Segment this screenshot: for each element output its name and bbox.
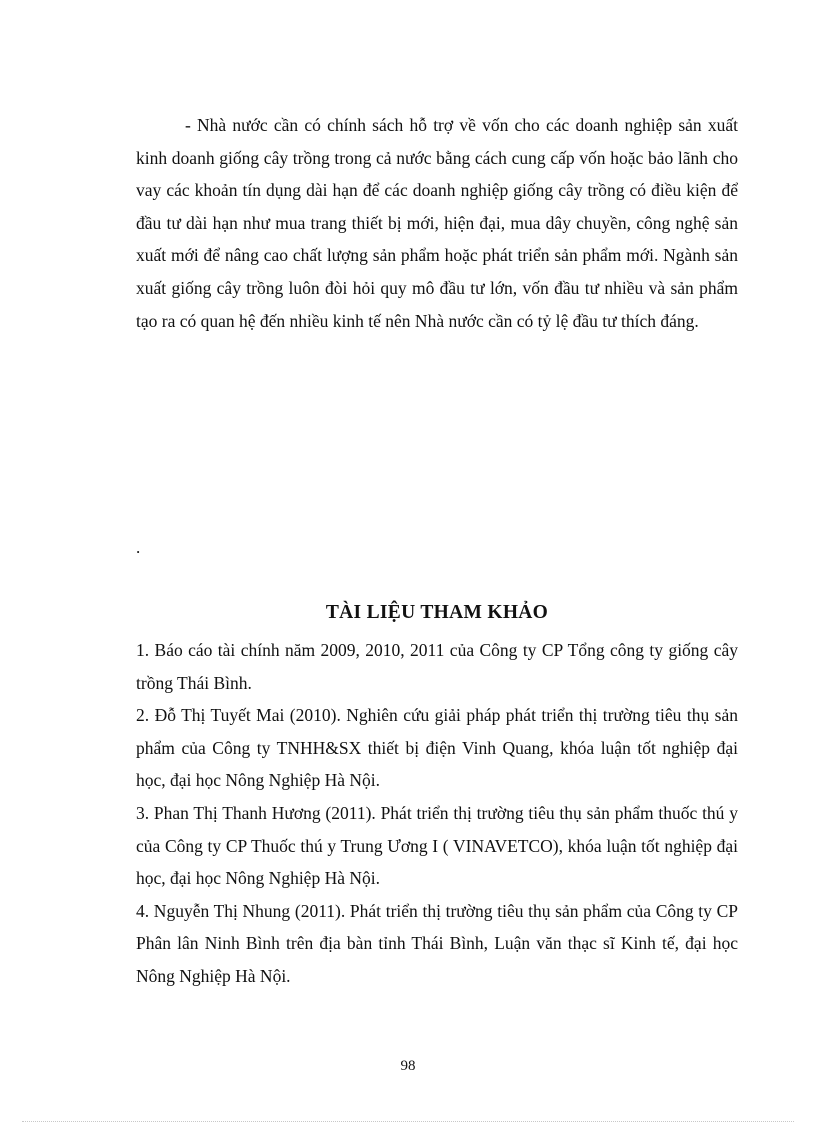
page-bottom-border (22, 1121, 794, 1122)
references-list (136, 634, 738, 993)
reference-item: 3. Phan Thị Thanh Hương (2011). Phát triển thị trường tiêu thụ sản phẩm thuốc thú y của Công ty CP Thuốc thú y Trung Ương I ( VINAVETCO), khóa luận tốt nghiệp đại học, đại học Nông Nghiệp Hà Nội. (136, 802, 738, 889)
page-number: 98 (400, 1058, 416, 1074)
reference-item: 2. Đỗ Thị Tuyết Mai (2010). Nghiên cứu giải pháp phát triển thị trường tiêu thụ sản phẩm của Công ty TNHH&SX thiết bị điện Vinh Quang, khóa luận tốt nghiệp đại học, đại học Nông Nghiệp Hà Nội. (136, 705, 738, 791)
reference-item: 1. Báo cáo tài chính năm 2009, 2010, 2011 của Công ty CP Tổng công ty giống cây trồng Thái Bình. (136, 640, 738, 693)
references-heading: TÀI LIỆU THAM KHẢO (325, 602, 549, 623)
stray-mark: . (136, 538, 141, 557)
reference-item: 4. Nguyễn Thị Nhung (2011). Phát triển thị trường tiêu thụ sản phẩm của Công ty CP Phân lân Ninh Bình trên địa bàn tỉnh Thái Bình, Luận văn thạc sĩ Kinh tế, đại học Nông Nghiệp Hà Nội. (136, 900, 738, 986)
body-paragraph: - Nhà nước cần có chính sách hỗ trợ về vốn cho các doanh nghiệp sản xuất kinh doanh giống cây trồng trong cả nước bằng cách cung cấp vốn hoặc bảo lãnh cho vay các khoản tín dụng dài hạn để các doanh nghiệp giống cây trồng có điều kiện để đầu tư dài hạn như mua trang thiết bị mới, hiện đại, mua dây chuyền, công nghệ sản xuất mới để nâng cao chất lượng sản phẩm hoặc phát triển sản phẩm mới. Ngành sản xuất giống cây trồng luôn đòi hỏi quy mô đầu tư lớn, vốn đầu tư nhiều và sản phẩm tạo ra có quan hệ đến nhiều kinh tế nên Nhà nước cần có tỷ lệ đầu tư thích đáng. (136, 115, 738, 331)
